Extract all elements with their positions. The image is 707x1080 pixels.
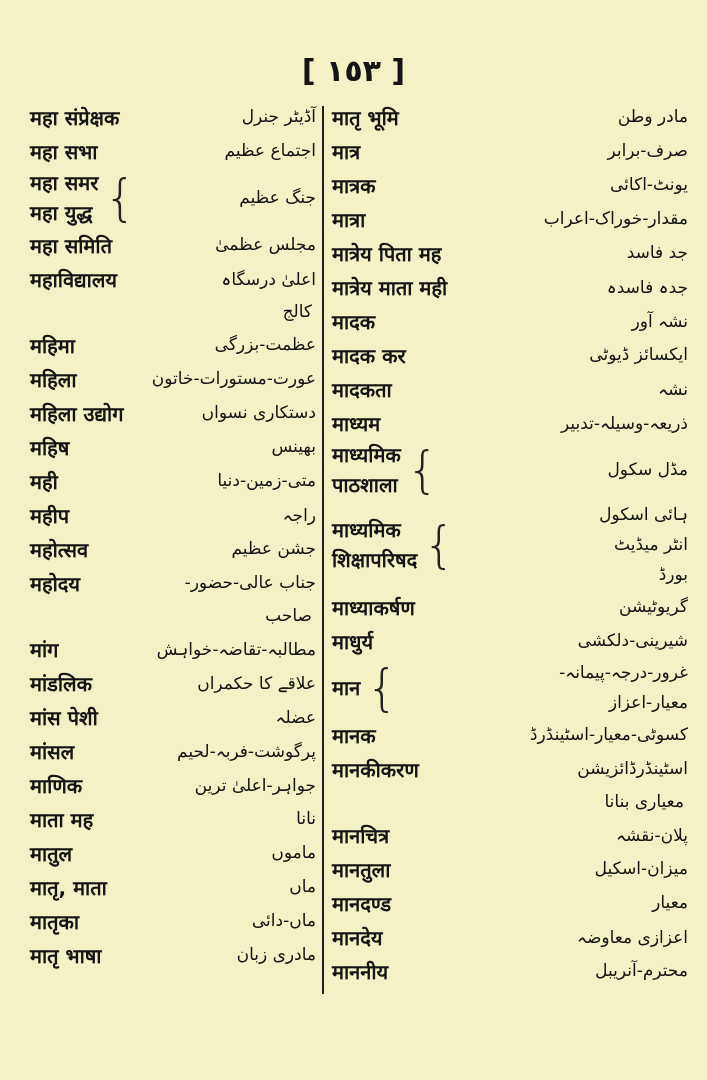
urdu-meaning: میزان-اسکیل	[594, 859, 688, 879]
dictionary-entry	[332, 270, 688, 304]
urdu-meaning: مطالبہ-تقاضہ-خواہش	[156, 639, 316, 660]
urdu-meaning: بورڈ	[658, 565, 688, 585]
hindi-headword: महिमा	[30, 333, 75, 358]
hindi-headword: मात्र	[332, 139, 361, 164]
dictionary-entry	[30, 904, 316, 938]
dictionary-entry	[30, 566, 316, 600]
urdu-meaning: ایکسائز ڈیوٹی	[589, 345, 688, 365]
urdu-meaning-wrap	[461, 500, 688, 590]
hindi-headword: मानचित्र	[332, 823, 390, 848]
urdu-meaning: اعزازی معاوضہ	[577, 927, 688, 948]
dictionary-entry-group	[332, 440, 688, 500]
urdu-meaning: معیار-اعزاز	[608, 693, 688, 713]
urdu-meaning: مجلس عظمیٰ	[215, 235, 316, 255]
dictionary-entry	[332, 954, 688, 988]
urdu-meaning-continuation	[30, 600, 316, 632]
urdu-meaning-continuation	[30, 296, 316, 328]
hindi-headword: महाविद्यालय	[30, 267, 117, 292]
dictionary-entry	[30, 228, 316, 262]
dictionary-entry	[332, 920, 688, 954]
urdu-meaning: ماں	[289, 877, 316, 897]
hindi-headword: माननीय	[332, 959, 389, 984]
urdu-meaning: عورت-مستورات-خاتون	[151, 369, 316, 389]
hindi-headword: माध्यमिक	[332, 518, 401, 542]
urdu-meaning: جناب عالی-حضور-	[184, 573, 316, 593]
hindi-headword: मानदण्ड	[332, 891, 392, 916]
urdu-meaning: دستکاری نسواں	[201, 403, 316, 423]
hindi-headword: पाठशाला	[332, 473, 398, 497]
urdu-meaning: راجہ	[282, 505, 316, 526]
urdu-meaning-wrap	[142, 188, 316, 208]
urdu-meaning: کسوٹی-معیار-اسٹینڈرڈ	[529, 725, 688, 745]
urdu-meaning: علاقے کا حکمراں	[197, 673, 316, 694]
urdu-meaning: بھینس	[271, 437, 316, 457]
urdu-meaning-block	[559, 658, 688, 718]
dictionary-entry	[30, 328, 316, 362]
urdu-meaning: نانا	[296, 809, 316, 829]
dictionary-entry	[332, 752, 688, 786]
dictionary-entry	[30, 464, 316, 498]
urdu-meaning: جدہ فاسدہ	[606, 277, 688, 298]
hindi-headword: माधुर्य	[332, 629, 374, 654]
urdu-meaning: انٹر میڈیٹ	[614, 535, 688, 555]
urdu-meaning: شیرینی-دلکشی	[577, 631, 688, 651]
hindi-headword: मातृ, माता	[30, 875, 107, 900]
urdu-meaning: معیار	[652, 893, 688, 913]
urdu-meaning: نشہ	[658, 379, 688, 400]
dictionary-entry	[30, 938, 316, 972]
urdu-meaning: جد فاسد	[626, 243, 688, 263]
urdu-meaning: اعلیٰ درسگاہ	[221, 269, 316, 290]
hindi-headword: महा समिति	[30, 233, 112, 258]
hindi-headword: मात्रेय माता मही	[332, 275, 448, 300]
dictionary-entry	[30, 802, 316, 836]
hindi-headword: मादक कर	[332, 343, 406, 368]
urdu-meaning: مڈل سکول	[607, 460, 688, 480]
urdu-meaning: مادر وطن	[617, 107, 688, 127]
hindi-headword: महोत्सव	[30, 537, 89, 562]
hindi-headword: मानतुला	[332, 857, 391, 882]
hindi-headword: माता मह	[30, 807, 94, 832]
urdu-meaning: یونٹ-اکائی	[610, 175, 688, 195]
dictionary-entry-group	[332, 500, 688, 590]
urdu-meaning: پرگوشت-فربہ-لحیم	[177, 741, 316, 762]
urdu-meaning: متی-زمین-دنیا	[217, 471, 316, 491]
hindi-headword: मातृ भूमि	[332, 105, 399, 130]
hindi-headword: मांस पेशी	[30, 705, 98, 730]
urdu-meaning: جواہر-اعلیٰ ترین	[194, 775, 316, 796]
hindi-headword: माणिक	[30, 773, 83, 798]
brace-symbol: {	[366, 659, 399, 717]
brace-symbol: {	[104, 169, 137, 227]
urdu-meaning: جنگ عظیم	[239, 188, 316, 208]
hindi-headword: माध्याकर्षण	[332, 595, 415, 620]
left-column	[30, 100, 316, 972]
urdu-meaning: محترم-آنریبل	[595, 961, 688, 981]
urdu-meaning: اسٹینڈرڈائزیشن	[577, 759, 688, 779]
hindi-headword: मातृ भाषा	[30, 943, 102, 968]
urdu-meaning-wrap	[404, 658, 688, 718]
hindi-headword: मानक	[332, 723, 376, 748]
urdu-meaning: مادری زبان	[236, 945, 316, 965]
dictionary-entry	[332, 590, 688, 624]
dictionary-entry	[332, 202, 688, 236]
dictionary-entry	[332, 886, 688, 920]
dictionary-entry	[332, 168, 688, 202]
dictionary-entry	[332, 818, 688, 852]
brace-symbol: {	[423, 516, 456, 574]
hindi-headword: मानकीकरण	[332, 757, 419, 782]
dictionary-entry	[332, 852, 688, 886]
urdu-meaning-wrap	[445, 455, 688, 485]
dictionary-entry-group	[30, 168, 316, 228]
dictionary-entry	[30, 134, 316, 168]
urdu-meaning: ماموں	[271, 843, 316, 863]
urdu-meaning: پلان-نقشہ	[616, 825, 688, 846]
urdu-meaning: عظمت-بزرگی	[214, 335, 316, 355]
urdu-meaning-continuation	[332, 786, 688, 818]
dictionary-entry	[30, 870, 316, 904]
headword-stack	[332, 673, 360, 703]
hindi-headword: मानदेय	[332, 925, 383, 950]
urdu-meaning: عضلہ	[275, 707, 316, 728]
hindi-headword: महा संप्रेक्षक	[30, 105, 120, 130]
dictionary-entry	[30, 666, 316, 700]
hindi-headword: महा युद्ध	[30, 201, 93, 225]
hindi-headword: मातृका	[30, 909, 80, 934]
urdu-meaning: کالج	[282, 302, 312, 322]
hindi-headword: मही	[30, 469, 58, 494]
hindi-headword: महिला उद्योग	[30, 401, 124, 426]
hindi-headword: माध्यम	[332, 411, 381, 436]
dictionary-entry	[30, 768, 316, 802]
urdu-meaning: ذریعہ-وسیلہ-تدبیر	[560, 413, 688, 434]
hindi-headword: महिला	[30, 367, 77, 392]
urdu-meaning: جشن عظیم	[231, 539, 316, 559]
dictionary-entry	[30, 836, 316, 870]
urdu-meaning: ماں-دائی	[251, 911, 316, 931]
hindi-headword: महा सभा	[30, 139, 98, 164]
hindi-headword: शिक्षापरिषद	[332, 548, 418, 572]
hindi-headword: मांसल	[30, 739, 75, 764]
urdu-meaning-block	[607, 455, 688, 485]
hindi-headword: मान	[332, 676, 361, 700]
dictionary-entry	[30, 262, 316, 296]
hindi-headword: मात्रेय पिता मह	[332, 241, 442, 266]
dictionary-entry	[30, 430, 316, 464]
headword-stack	[30, 168, 98, 228]
urdu-meaning: نشہ آور	[631, 311, 688, 332]
hindi-headword: मात्रक	[332, 173, 376, 198]
dictionary-entry	[332, 100, 688, 134]
dictionary-entry	[30, 734, 316, 768]
urdu-meaning: مقدار-خوراک-اعراب	[543, 209, 688, 229]
urdu-meaning: غرور-درجہ-پیمانہ-	[559, 663, 688, 683]
column-divider	[322, 106, 324, 994]
headword-stack	[332, 440, 401, 500]
urdu-meaning: صرف-برابر	[607, 141, 688, 161]
dictionary-entry	[30, 396, 316, 430]
dictionary-entry	[332, 406, 688, 440]
urdu-meaning: آڈیٹر جنرل	[241, 107, 316, 127]
urdu-meaning: ہائی اسکول	[599, 505, 688, 525]
brace-symbol: {	[406, 441, 439, 499]
right-column	[332, 100, 688, 988]
dictionary-entry	[332, 624, 688, 658]
dictionary-entry	[30, 532, 316, 566]
hindi-headword: मातुल	[30, 841, 73, 866]
dictionary-entry	[332, 236, 688, 270]
hindi-headword: महोदय	[30, 571, 80, 596]
page-number: [ ١٥٣ ]	[301, 54, 406, 89]
dictionary-entry	[30, 100, 316, 134]
urdu-meaning: صاحب	[265, 606, 312, 626]
dictionary-entry	[30, 498, 316, 532]
hindi-headword: महीप	[30, 503, 70, 528]
dictionary-entry	[332, 304, 688, 338]
dictionary-entry	[332, 134, 688, 168]
hindi-headword: मादकता	[332, 377, 392, 402]
urdu-meaning-block	[599, 500, 688, 590]
hindi-headword: मांडलिक	[30, 671, 92, 696]
dictionary-entry-group	[332, 658, 688, 718]
hindi-headword: मांग	[30, 637, 59, 662]
hindi-headword: महिष	[30, 435, 70, 460]
hindi-headword: मादक	[332, 309, 376, 334]
dictionary-entry	[30, 632, 316, 666]
urdu-meaning: اجتماع عظیم	[224, 141, 316, 161]
dictionary-entry	[332, 718, 688, 752]
hindi-headword: मात्रा	[332, 207, 366, 232]
headword-stack	[332, 515, 417, 575]
dictionary-entry	[30, 700, 316, 734]
urdu-meaning: گریوٹیشن	[619, 597, 688, 617]
dictionary-entry	[30, 362, 316, 396]
dictionary-entry	[332, 338, 688, 372]
urdu-meaning: معیاری بنانا	[604, 792, 684, 812]
dictionary-entry	[332, 372, 688, 406]
hindi-headword: महा समर	[30, 171, 99, 195]
hindi-headword: माध्यमिक	[332, 443, 401, 467]
